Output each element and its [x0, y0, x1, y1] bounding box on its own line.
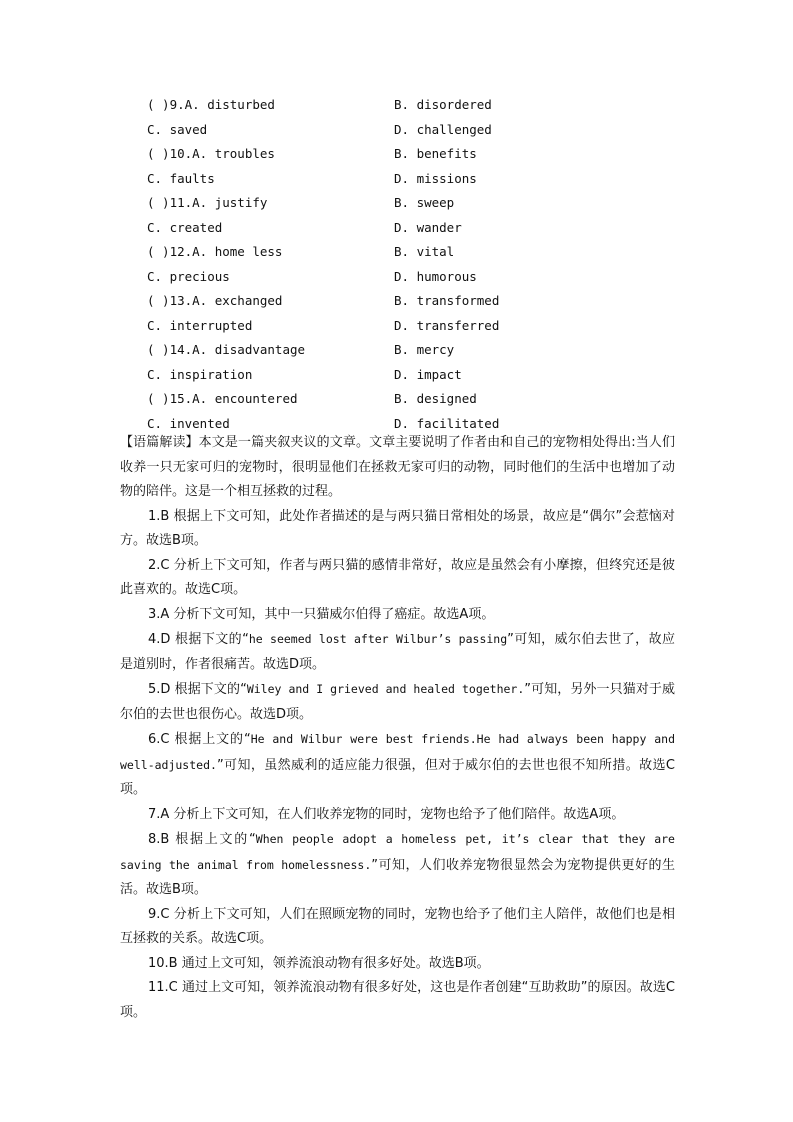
answer-explanation: 5.D 根据下文的“Wiley and I grieved and healed together.”可知，另外一只猫对于威尔伯的去世也很伤心。故选D项。	[120, 682, 675, 722]
question-row	[147, 291, 499, 311]
option-c: C. inspiration	[147, 367, 253, 382]
option-d: D. humorous	[394, 269, 477, 284]
option-c: C. saved	[147, 122, 208, 137]
option-b: B. transformed	[394, 293, 500, 308]
answer-explanation: 2.C 分析上下文可知，作者与两只猫的感情非常好，故应是虽然会有小摩擦，但终究还是彼此喜欢的。故选C项。	[120, 557, 675, 597]
answer-explanation: 4.D 根据下文的“he seemed lost after Wilbur’s passing”可知，威尔伯去世了，故应是道别时，作者很痛苦。故选D项。	[120, 632, 675, 672]
option-d: D. challenged	[394, 122, 492, 137]
option-a: ( )10.A. troubles	[147, 146, 275, 161]
option-b: B. mercy	[394, 342, 455, 357]
question-row	[147, 193, 454, 213]
question-row	[147, 242, 454, 262]
answer-explanation: 1.B 根据上下文可知，此处作者描述的是与两只猫日常相处的场景，故应是“偶尔”会惹恼对方。故选B项。	[120, 508, 675, 548]
option-b: B. benefits	[394, 146, 477, 161]
option-c: C. invented	[147, 416, 230, 431]
option-b: B. designed	[394, 391, 477, 406]
answer-explanation: 10.B 通过上文可知，领养流浪动物有很多好处。故选B项。	[148, 955, 490, 971]
question-row	[147, 340, 454, 360]
option-d: D. transferred	[394, 318, 500, 333]
quoted-english: Wiley and I grieved and healed together.	[246, 682, 525, 696]
question-row	[147, 120, 492, 140]
option-c: C. created	[147, 220, 223, 235]
answer-explanation: 9.C 分析上下文可知，人们在照顾宠物的同时，宠物也给予了他们主人陪伴，故他们也是相互拯救的关系。故选C项。	[120, 906, 675, 946]
answer-explanation: 6.C 根据上文的“He and Wilbur were best friends.He had always been happy and well-adjusted.”可知，虽然威利的适应能力很强，但对于威尔伯的去世也很不知所措。故选C项。	[120, 732, 675, 797]
quoted-english: He and Wilbur were best friends.He had always been happy and well-adjusted.	[120, 732, 675, 772]
question-row	[147, 218, 462, 238]
question-row	[147, 95, 492, 115]
option-b: B. vital	[394, 244, 455, 259]
option-a: ( )9.A. disturbed	[147, 97, 275, 112]
question-row	[147, 169, 477, 189]
option-a: ( )14.A. disadvantage	[147, 342, 306, 357]
answer-explanation: 11.C 通过上文可知，领养流浪动物有很多好处，这也是作者创建“互助救助”的原因。故选C项。	[120, 980, 675, 1020]
question-row	[147, 389, 477, 409]
option-a: ( )12.A. home less	[147, 244, 283, 259]
option-d: D. impact	[394, 367, 462, 382]
option-d: D. missions	[394, 171, 477, 186]
answer-explanation: 7.A 分析上下文可知，在人们收养宠物的同时，宠物也给予了他们陪伴。故选A项。	[148, 806, 625, 822]
passage-interpretation: 【语篇解读】本文是一篇夹叙夹议的文章。文章主要说明了作者由和自己的宠物相处得出:当人们收养一只无家可归的宠物时，很明显他们在拯救无家可归的动物，同时他们的生活中也增加了动物的陪伴。这是一个相互拯救的过程。	[120, 435, 675, 499]
quoted-english: When people adopt a homeless pet, it’s clear that they are saving the animal from homelessness.	[120, 832, 675, 872]
question-row	[147, 365, 462, 385]
option-a: ( )11.A. justify	[147, 195, 268, 210]
quoted-english: he seemed lost after Wilbur’s passing	[248, 632, 508, 646]
answer-explanation: 8.B 根据上文的“When people adopt a homeless pet, it’s clear that they are saving the animal from homelessness.”可知，人们收养宠物很显然会为宠物提供更好的生活。故选B项。	[120, 832, 675, 897]
question-row	[147, 144, 477, 164]
option-c: C. precious	[147, 269, 230, 284]
option-d: D. facilitated	[394, 416, 500, 431]
option-a: ( )13.A. exchanged	[147, 293, 283, 308]
option-d: D. wander	[394, 220, 462, 235]
answer-explanation: 3.A 分析下文可知，其中一只猫威尔伯得了癌症。故选A项。	[148, 606, 495, 622]
question-row	[147, 267, 477, 287]
option-b: B. sweep	[394, 195, 455, 210]
option-c: C. faults	[147, 171, 215, 186]
question-row	[147, 316, 499, 336]
analysis-block	[120, 431, 675, 1025]
option-c: C. interrupted	[147, 318, 253, 333]
option-b: B. disordered	[394, 97, 492, 112]
option-a: ( )15.A. encountered	[147, 391, 298, 406]
